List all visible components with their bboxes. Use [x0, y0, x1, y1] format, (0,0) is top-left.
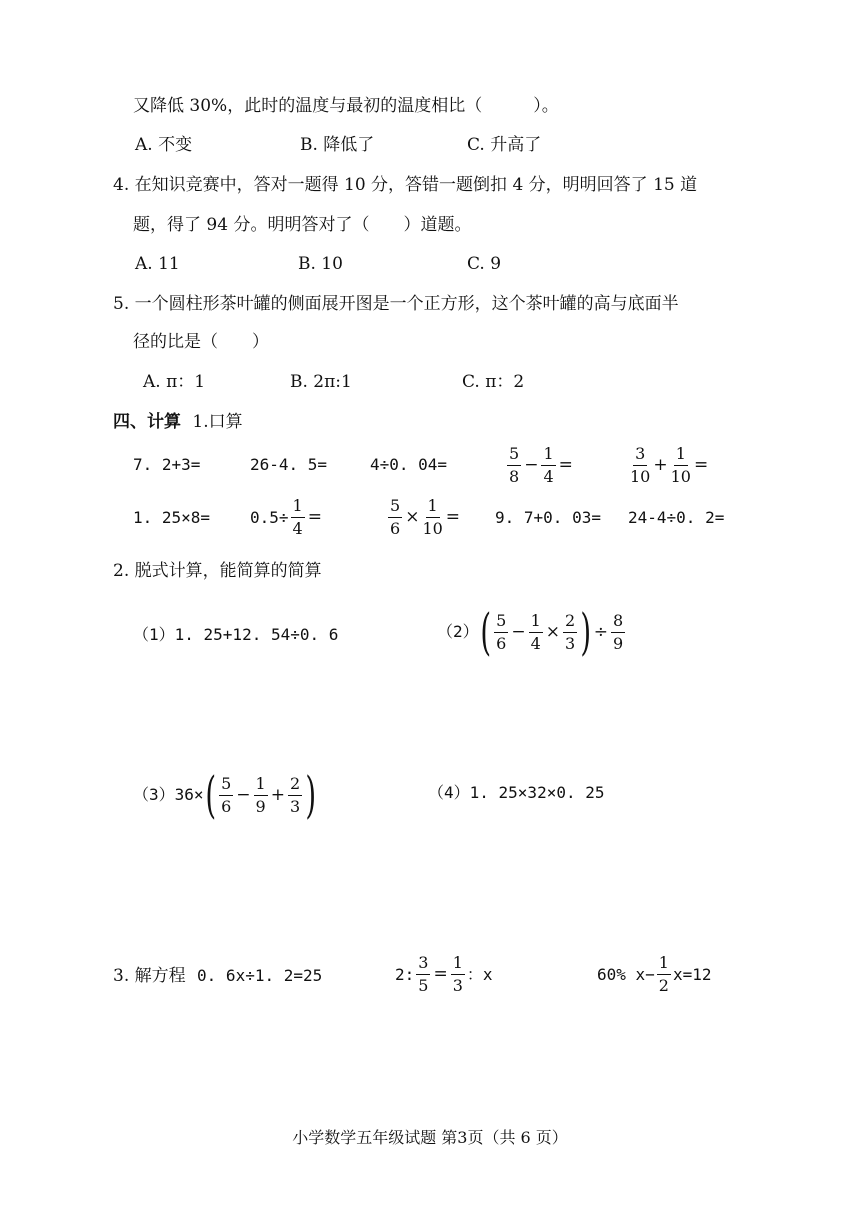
page-footer: 小学数学五年级试题 第3页（共 6 页） — [292, 1128, 568, 1147]
prefix: 60% x− — [597, 964, 655, 984]
denominator: 4 — [292, 519, 303, 538]
oral-2c — [386, 498, 461, 537]
q5-line1: 5. 一个圆柱形茶叶罐的侧面展开图是一个正方形，这个茶叶罐的高与底面半 — [113, 294, 679, 314]
numerator: 8 — [611, 613, 625, 633]
operator: + — [653, 455, 668, 475]
q3-text: 又降低 30%，此时的温度与最初的温度相比（ ）。 — [133, 96, 559, 116]
numerator: 1 — [541, 446, 555, 466]
denominator: 6 — [221, 796, 232, 816]
equals-sign: = — [693, 455, 709, 475]
section-heading — [113, 414, 243, 431]
q3-option-b: B. 降低了 — [300, 135, 375, 155]
oral-1c: 4÷0. 04= — [370, 455, 448, 474]
oral-calc-label: 1.口算 — [192, 412, 243, 432]
oral-1d — [505, 446, 574, 485]
denominator: 9 — [612, 633, 624, 653]
denominator: 3 — [565, 633, 576, 653]
denominator: 3 — [452, 976, 463, 995]
right-paren: ) — [580, 603, 592, 661]
numerator: 1 — [674, 446, 688, 466]
numerator: 2 — [288, 776, 302, 796]
denominator: 4 — [530, 633, 541, 653]
numerator: 3 — [416, 955, 430, 975]
q4-option-a: A. 11 — [135, 254, 180, 274]
oral-2a: 1. 25×8= — [133, 508, 211, 527]
operator: − — [236, 784, 251, 805]
numerator: 5 — [219, 776, 233, 796]
q4-option-c: C. 9 — [467, 254, 502, 274]
denominator: 10 — [422, 519, 443, 538]
numerator: 1 — [291, 498, 305, 518]
equation-3 — [597, 955, 712, 994]
operator: × — [545, 621, 561, 642]
operator: × — [405, 507, 420, 527]
operator: + — [270, 784, 285, 805]
numerator: 5 — [388, 498, 402, 518]
q4-line1: 4. 在知识竞赛中，答对一题得 10 分，答错一题倒扣 4 分，明明回答了 15 道 — [113, 175, 698, 195]
equals-sign: = — [433, 964, 448, 984]
q5-option-c: C. π：2 — [462, 372, 525, 392]
numerator: 1 — [254, 776, 268, 796]
oral-2b — [250, 498, 323, 537]
equation-1: 0. 6x÷1. 2=25 — [197, 966, 323, 985]
numerator: 1 — [451, 955, 465, 975]
oral-1a: 7. 2+3= — [133, 455, 201, 474]
numerator: 5 — [507, 446, 521, 466]
step-calc-heading: 2. 脱式计算，能简算的简算 — [113, 561, 322, 581]
denominator: 5 — [418, 976, 429, 995]
equation-2 — [395, 955, 493, 994]
numerator: 5 — [494, 613, 508, 633]
numerator: 3 — [633, 446, 647, 466]
numerator: 1 — [426, 498, 440, 518]
suffix: x=12 — [672, 964, 712, 984]
left-paren: ( — [480, 603, 491, 661]
item-label: （2） — [437, 622, 479, 641]
denominator: 6 — [496, 633, 507, 653]
equals-sign: = — [558, 455, 573, 475]
oral-1b: 26-4. 5= — [250, 455, 328, 474]
denominator: 6 — [390, 519, 401, 538]
equals-sign: = — [445, 507, 461, 527]
section-title: 四、计算 — [113, 412, 181, 432]
right-paren: ) — [305, 766, 317, 824]
left-paren: ( — [204, 766, 216, 824]
equation-heading — [113, 968, 322, 985]
operator: − — [511, 621, 526, 642]
calc-3 — [133, 766, 318, 824]
q5-line2: 径的比是（ ） — [133, 332, 269, 352]
operator: ÷ — [593, 621, 608, 642]
calc-4: （4）1. 25×32×0. 25 — [428, 783, 605, 802]
prefix: 0.5÷ — [250, 507, 289, 527]
oral-1e — [628, 446, 709, 485]
denominator: 3 — [289, 796, 301, 816]
numerator: 1 — [657, 955, 671, 975]
q3-option-a: A. 不变 — [135, 135, 193, 155]
equals-sign: = — [307, 507, 322, 527]
q5-option-b: B. 2π:1 — [290, 372, 352, 392]
numerator: 2 — [563, 613, 577, 633]
denominator: 2 — [658, 976, 669, 995]
calc-2 — [437, 603, 627, 661]
item-label: （3）36× — [133, 785, 204, 804]
oral-2d: 9. 7+0. 03= — [495, 508, 601, 527]
q5-option-a: A. π：1 — [143, 372, 206, 392]
denominator: 10 — [630, 467, 651, 486]
q4-option-b: B. 10 — [298, 254, 343, 274]
denominator: 10 — [670, 467, 691, 486]
calc-1: （1）1. 25+12. 54÷0. 6 — [133, 625, 339, 644]
numerator: 1 — [529, 613, 543, 633]
denominator: 4 — [543, 467, 554, 486]
denominator: 9 — [255, 796, 266, 816]
suffix: ：x — [466, 964, 493, 984]
equation-label: 3. 解方程 — [113, 966, 186, 986]
denominator: 8 — [509, 467, 520, 486]
prefix: 2: — [395, 964, 415, 984]
oral-2e: 24-4÷0. 2= — [628, 508, 725, 527]
q3-option-c: C. 升高了 — [467, 135, 542, 155]
q4-line2: 题，得了 94 分。明明答对了（ ）道题。 — [133, 215, 472, 235]
operator: − — [524, 455, 539, 475]
